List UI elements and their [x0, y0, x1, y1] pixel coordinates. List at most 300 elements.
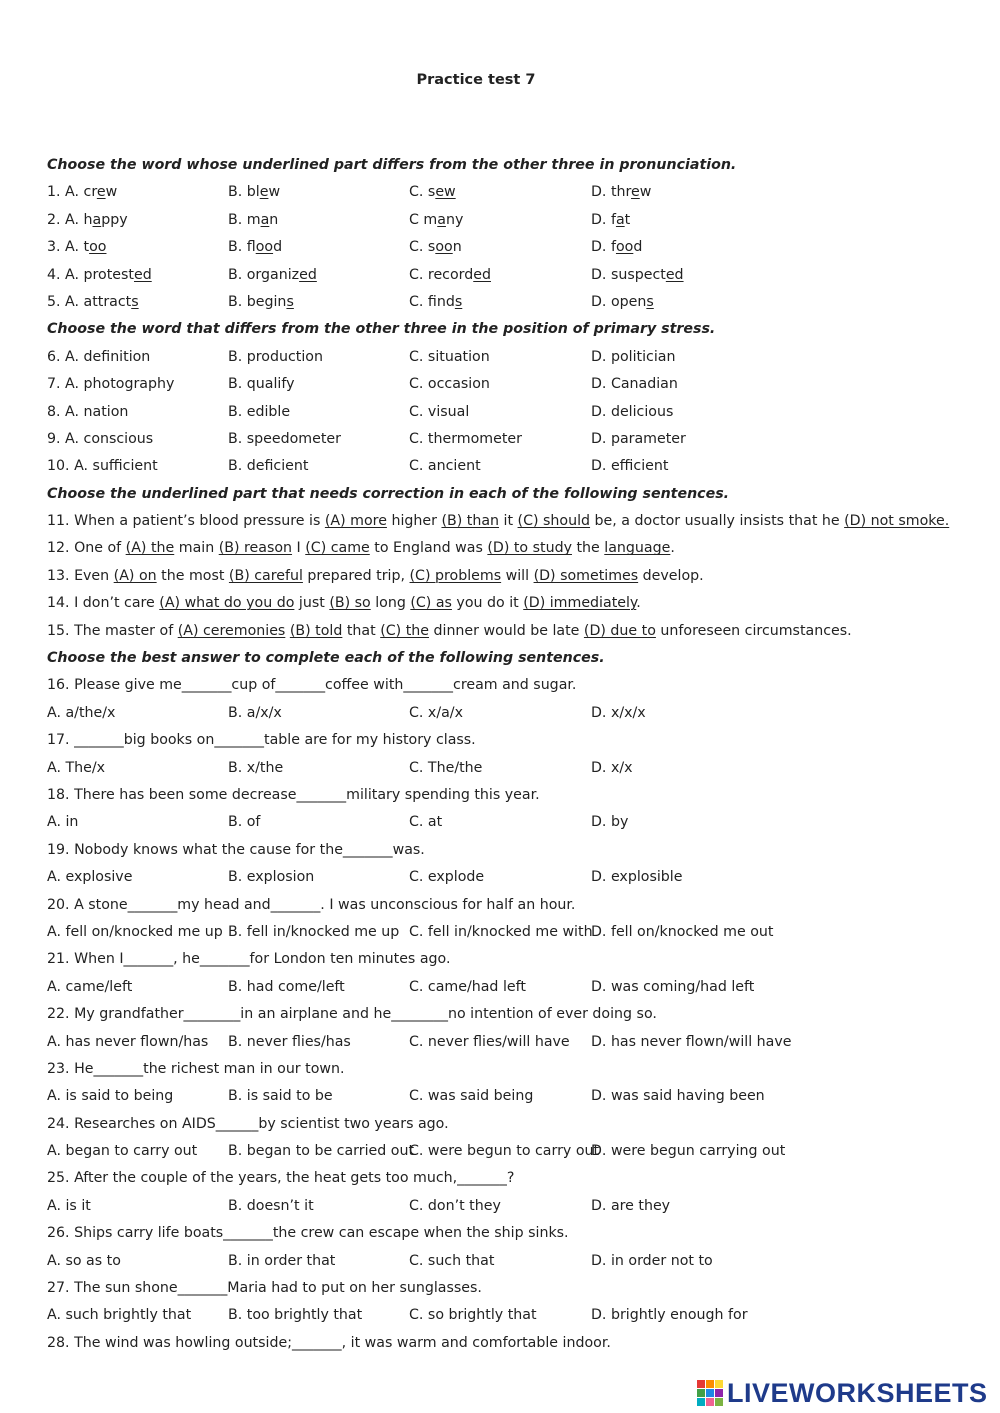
answer-option — [591, 344, 675, 371]
text-segment: 26. Ships carry life boats_______the crew can escape when the ship sinks. — [47, 1225, 569, 1242]
answer-options-row — [47, 289, 947, 316]
text-segment: ny — [445, 211, 464, 228]
text-segment: B. fl — [228, 239, 256, 256]
answer-option — [409, 289, 462, 316]
text-segment: the most — [156, 567, 229, 584]
text-segment: C. fell in/knocked me with — [409, 923, 593, 940]
text-segment: 19. Nobody knows what the cause for the_______was. — [47, 841, 425, 858]
text-segment: 22. My grandfather________in an airplane and he________no intention of ever doing so. — [47, 1006, 657, 1023]
text-segment: 21. When I_______, he_______for London ten minutes ago. — [47, 951, 451, 968]
text-segment: 4. A. protest — [47, 266, 134, 283]
text-segment: B. fell in/knocked me up — [228, 923, 400, 940]
text-segment: A. fell on/knocked me up — [47, 923, 223, 940]
text-segment: D. parameter — [591, 430, 686, 447]
text-segment: C. situation — [409, 348, 490, 365]
answer-option — [591, 864, 682, 891]
underlined-segment: e — [96, 184, 106, 201]
answer-option — [591, 1248, 713, 1275]
text-segment: A. is said to being — [47, 1088, 174, 1105]
question-text — [47, 590, 947, 617]
answer-option — [591, 453, 668, 480]
text-segment: 17. _______big books on_______table are for my history class. — [47, 732, 476, 749]
underlined-segment: (C) problems — [409, 567, 502, 584]
text-segment: A. has never flown/has — [47, 1033, 209, 1050]
answer-option — [47, 234, 106, 261]
logo-text: LIVEWORKSHEETS — [727, 1377, 988, 1408]
text-segment: C. was said being — [409, 1088, 534, 1105]
answer-option — [228, 1029, 351, 1056]
logo-square — [706, 1389, 714, 1397]
text-segment: main — [174, 540, 219, 557]
text-segment: just — [294, 595, 330, 612]
underlined-segment: (A) more — [324, 513, 387, 530]
underlined-segment: a — [92, 211, 102, 228]
answer-options-row — [47, 262, 947, 289]
underlined-segment: (B) careful — [228, 567, 303, 584]
underlined-segment: a — [615, 211, 625, 228]
answer-option — [47, 426, 153, 453]
text-segment: 10. A. sufficient — [47, 458, 158, 475]
answer-option — [409, 426, 522, 453]
answer-option — [47, 864, 132, 891]
answer-option — [228, 453, 308, 480]
underlined-segment: oo — [435, 239, 453, 256]
text-segment: long — [370, 595, 411, 612]
answer-option — [47, 262, 152, 289]
text-segment: 18. There has been some decrease_______military spending this year. — [47, 786, 540, 803]
text-segment: D. politician — [591, 348, 676, 365]
text-segment: B. explosion — [228, 869, 315, 886]
question-text — [47, 1001, 947, 1028]
text-segment: A. came/left — [47, 978, 133, 995]
answer-option — [591, 234, 642, 261]
answer-options-row — [47, 919, 947, 946]
answer-option — [409, 262, 491, 289]
question-text — [47, 727, 947, 754]
text-segment: D. delicious — [591, 403, 674, 420]
answer-options-row — [47, 1248, 947, 1275]
text-segment: 3. A. t — [47, 239, 90, 256]
text-segment: B. edible — [228, 403, 291, 420]
answer-option — [228, 1248, 335, 1275]
underlined-segment: (D) due to — [583, 622, 656, 639]
text-segment: 27. The sun shone_______Maria had to put on her sunglasses. — [47, 1280, 482, 1297]
text-segment: B. doesn’t it — [228, 1197, 314, 1214]
answer-option — [47, 1138, 197, 1165]
answer-option — [409, 864, 484, 891]
answer-option — [47, 809, 78, 836]
answer-option — [228, 1083, 333, 1110]
answer-option — [228, 1302, 362, 1329]
text-segment: 9. A. conscious — [47, 430, 154, 447]
text-segment: w — [105, 184, 118, 201]
text-segment: D. x/x/x — [591, 704, 646, 721]
underlined-segment: (C) the — [380, 622, 429, 639]
underlined-segment: s — [454, 293, 463, 310]
text-segment: A. is it — [47, 1197, 91, 1214]
question-text — [47, 535, 947, 562]
answer-option — [228, 289, 294, 316]
question-text — [47, 672, 947, 699]
answer-option — [591, 1138, 785, 1165]
underlined-segment: (C) should — [517, 513, 591, 530]
section-heading: Choose the best answer to complete each of the following sentences. — [47, 650, 605, 667]
logo-square — [697, 1389, 705, 1397]
answer-options-row — [47, 700, 947, 727]
logo-square — [715, 1398, 723, 1406]
answer-option — [591, 289, 654, 316]
underlined-segment: a — [437, 211, 446, 228]
answer-option — [409, 809, 442, 836]
text-segment: D. fell on/knocked me out — [591, 923, 774, 940]
text-segment: B. in order that — [228, 1252, 336, 1269]
answer-option — [47, 1083, 173, 1110]
text-segment: 24. Researches on AIDS______by scientist two years ago. — [47, 1115, 449, 1132]
answer-option — [409, 344, 490, 371]
text-segment: B. too brightly that — [228, 1307, 363, 1324]
answer-option — [228, 399, 290, 426]
page-title: Practice test 7 — [416, 72, 536, 88]
question-text — [47, 782, 947, 809]
text-segment: D. suspect — [591, 266, 666, 283]
text-segment: C. The/the — [409, 759, 483, 776]
text-segment: 20. A stone_______my head and_______. I was unconscious for half an hour. — [47, 896, 576, 913]
text-segment: A. explosive — [47, 869, 133, 886]
text-segment: C. explode — [409, 869, 485, 886]
underlined-segment: (D) not smoke. — [844, 513, 950, 530]
answer-options-row — [47, 1302, 947, 1329]
underlined-segment: e — [259, 184, 269, 201]
answer-option — [228, 755, 283, 782]
text-segment: D. in order not to — [591, 1252, 713, 1269]
text-segment: t — [624, 211, 631, 228]
text-segment: 25. After the couple of the years, the heat gets too much,_______? — [47, 1170, 515, 1187]
text-segment: . — [670, 540, 675, 557]
text-segment: C m — [409, 211, 438, 228]
answer-option — [591, 919, 773, 946]
text-segment: 11. When a patient’s blood pressure is — [47, 513, 325, 530]
text-segment: 2. A. h — [47, 211, 93, 228]
answer-option — [47, 919, 223, 946]
underlined-segment: (C) came — [305, 540, 370, 557]
text-segment: D. explosible — [591, 869, 683, 886]
underlined-segment: (D) to study — [487, 540, 572, 557]
underlined-segment: (A) on — [113, 567, 157, 584]
text-segment: C. never flies/will have — [409, 1033, 570, 1050]
text-segment: D. was coming/had left — [591, 978, 755, 995]
text-segment: B. is said to be — [228, 1088, 333, 1105]
question-text — [47, 1165, 947, 1192]
question-text — [47, 1330, 947, 1357]
answer-option — [591, 974, 754, 1001]
answer-option — [47, 700, 115, 727]
text-segment: n — [452, 239, 462, 256]
text-segment: n — [269, 211, 279, 228]
logo-square — [697, 1398, 705, 1406]
underlined-segment: s — [131, 293, 139, 310]
text-segment: B. never flies/has — [228, 1033, 351, 1050]
logo-square — [715, 1389, 723, 1397]
text-segment: A. began to carry out — [47, 1143, 198, 1160]
section-heading: Choose the word that differs from the other three in the position of primary stress. — [47, 321, 716, 338]
answer-options-row — [47, 453, 947, 480]
text-segment: to England was — [369, 540, 488, 557]
answer-options-row — [47, 974, 947, 1001]
answer-option — [409, 399, 469, 426]
answer-options-row — [47, 1083, 947, 1110]
text-segment: A. so as to — [47, 1252, 121, 1269]
answer-option — [228, 700, 282, 727]
text-segment: you do it — [451, 595, 524, 612]
text-segment: C. occasion — [409, 376, 490, 393]
text-segment: D. are they — [591, 1197, 671, 1214]
text-segment: C. such that — [409, 1252, 495, 1269]
text-segment: 5. A. attract — [47, 293, 132, 310]
text-segment: ppy — [101, 211, 128, 228]
text-segment: the — [571, 540, 605, 557]
answer-option — [47, 399, 128, 426]
text-segment: C. s — [409, 239, 436, 256]
text-segment: B. m — [228, 211, 261, 228]
logo-square — [715, 1380, 723, 1388]
answer-options-row — [47, 809, 947, 836]
answer-option — [409, 1083, 533, 1110]
underlined-segment: s — [286, 293, 294, 310]
underlined-segment: (B) told — [289, 622, 343, 639]
text-segment: B. qualify — [228, 376, 295, 393]
question-text — [47, 892, 947, 919]
underlined-segment: (D) sometimes — [533, 567, 639, 584]
text-segment: C. were begun to carry out — [409, 1143, 600, 1160]
text-segment: B. begin — [228, 293, 287, 310]
question-text — [47, 563, 947, 590]
text-segment: 16. Please give me_______cup of_______coffee with_______cream and sugar. — [47, 677, 577, 694]
answer-option — [228, 371, 294, 398]
text-segment: 28. The wind was howling outside;_______, it was warm and comfortable indoor. — [47, 1334, 611, 1351]
text-segment: 8. A. nation — [47, 403, 129, 420]
text-segment: A. a/the/x — [47, 704, 116, 721]
text-segment: D. f — [591, 211, 616, 228]
text-segment: 12. One of — [47, 540, 126, 557]
underlined-segment: ew — [435, 184, 456, 201]
answer-option — [47, 344, 150, 371]
text-segment: d — [633, 239, 643, 256]
underlined-segment: e — [631, 184, 640, 201]
text-segment: C. so brightly that — [409, 1307, 537, 1324]
answer-options-row — [47, 1029, 947, 1056]
answer-option — [47, 453, 158, 480]
text-segment: it — [499, 513, 518, 530]
answer-option — [47, 207, 128, 234]
text-segment: C. came/had left — [409, 978, 526, 995]
logo-square — [697, 1380, 705, 1388]
underlined-segment: (A) ceremonies — [177, 622, 286, 639]
answer-option — [47, 1193, 91, 1220]
answer-option — [591, 1029, 791, 1056]
text-segment: 1. A. cr — [47, 184, 97, 201]
text-segment: D. has never flown/will have — [591, 1033, 792, 1050]
answer-option — [591, 399, 673, 426]
section-heading: Choose the word whose underlined part differs from the other three in pronunciation. — [47, 157, 737, 173]
answer-option — [591, 700, 646, 727]
underlined-segment: ed — [473, 266, 491, 283]
answer-option — [228, 974, 345, 1001]
liveworksheets-logo — [697, 1377, 988, 1409]
text-segment: D. was said having been — [591, 1088, 765, 1105]
text-segment: B. x/the — [228, 759, 284, 776]
answer-option — [409, 1029, 570, 1056]
logo-square — [706, 1380, 714, 1388]
text-segment: B. of — [228, 814, 261, 831]
answer-option — [47, 974, 132, 1001]
text-segment: D. thr — [591, 184, 632, 201]
text-segment: higher — [386, 513, 442, 530]
answer-option — [591, 371, 678, 398]
text-segment: 7. A. photography — [47, 376, 175, 393]
text-segment: that — [342, 622, 381, 639]
text-segment: D. brightly enough for — [591, 1307, 748, 1324]
answer-option — [228, 262, 317, 289]
text-segment: w — [639, 184, 652, 201]
underlined-segment: (A) the — [125, 540, 175, 557]
answer-options-row — [47, 755, 947, 782]
answer-option — [228, 426, 341, 453]
text-segment: C. record — [409, 266, 474, 283]
text-segment: dinner would be late — [428, 622, 584, 639]
underlined-segment: ed — [665, 266, 684, 283]
answer-option — [409, 700, 463, 727]
answer-option — [228, 344, 323, 371]
logo-square — [706, 1398, 714, 1406]
worksheet-content — [47, 152, 950, 1357]
answer-option — [228, 1138, 414, 1165]
text-segment: will — [501, 567, 534, 584]
answer-option — [409, 207, 463, 234]
underlined-segment: (B) than — [441, 513, 500, 530]
answer-option — [409, 919, 593, 946]
text-segment: 6. A. definition — [47, 348, 151, 365]
answer-option — [228, 864, 314, 891]
underlined-segment: ed — [133, 266, 152, 283]
text-segment: C. thermometer — [409, 430, 522, 447]
text-segment: A. in — [47, 814, 79, 831]
answer-option — [591, 1083, 765, 1110]
answer-option — [409, 1138, 599, 1165]
answer-option — [47, 1302, 191, 1329]
answer-option — [591, 1193, 670, 1220]
text-segment: B. began to be carried out — [228, 1143, 415, 1160]
answer-option — [409, 453, 481, 480]
answer-option — [228, 809, 260, 836]
answer-option — [228, 234, 282, 261]
answer-option — [409, 1302, 537, 1329]
text-segment: I — [292, 540, 306, 557]
text-segment: C. visual — [409, 403, 470, 420]
text-segment: 13. Even — [47, 567, 114, 584]
answer-option — [591, 426, 686, 453]
text-segment: B. had come/left — [228, 978, 345, 995]
answer-option — [409, 755, 482, 782]
answer-option — [47, 1248, 121, 1275]
answer-options-row — [47, 426, 947, 453]
underlined-segment: (B) so — [329, 595, 371, 612]
text-segment: D. Canadian — [591, 376, 678, 393]
text-segment: w — [268, 184, 281, 201]
answer-option — [228, 919, 399, 946]
answer-options-row — [47, 207, 947, 234]
text-segment: B. bl — [228, 184, 260, 201]
text-segment: D. efficient — [591, 458, 669, 475]
text-segment: B. organiz — [228, 266, 300, 283]
text-segment: C. ancient — [409, 458, 481, 475]
answer-option — [591, 179, 651, 206]
text-segment: . — [636, 595, 641, 612]
answer-option — [228, 1193, 314, 1220]
question-text — [47, 1056, 947, 1083]
answer-option — [47, 1029, 208, 1056]
text-segment: C. don’t they — [409, 1197, 501, 1214]
text-segment: d — [273, 239, 283, 256]
text-segment: unforeseen circumstances. — [655, 622, 852, 639]
text-segment: 14. I don’t care — [47, 595, 160, 612]
text-segment: 23. He_______the richest man in our town. — [47, 1060, 345, 1077]
underlined-segment: (D) immediately — [523, 595, 637, 612]
question-text — [47, 1220, 947, 1247]
answer-option — [591, 262, 684, 289]
answer-options-row — [47, 344, 947, 371]
question-text — [47, 1275, 947, 1302]
answer-option — [409, 1193, 501, 1220]
text-segment: C. x/a/x — [409, 704, 463, 721]
underlined-segment: a — [260, 211, 270, 228]
question-text — [47, 618, 947, 645]
text-segment: 15. The master of — [47, 622, 178, 639]
answer-options-row — [47, 1193, 947, 1220]
answer-option — [47, 289, 139, 316]
answer-option — [409, 371, 490, 398]
answer-option — [591, 1302, 748, 1329]
answer-option — [47, 179, 117, 206]
answer-option — [409, 974, 526, 1001]
underlined-segment: oo — [255, 239, 274, 256]
question-text — [47, 946, 947, 973]
question-text — [47, 837, 947, 864]
text-segment: C. find — [409, 293, 455, 310]
question-text — [47, 508, 950, 535]
answer-option — [591, 207, 630, 234]
answer-options-row — [47, 864, 947, 891]
text-segment: D. x/x — [591, 759, 633, 776]
answer-options-row — [47, 371, 947, 398]
answer-options-row — [47, 234, 947, 261]
answer-option — [591, 809, 628, 836]
text-segment: A. such brightly that — [47, 1307, 192, 1324]
text-segment: prepared trip, — [302, 567, 410, 584]
text-segment: be, a doctor usually insists that he — [590, 513, 845, 530]
underlined-segment: oo — [89, 239, 107, 256]
text-segment: D. by — [591, 814, 629, 831]
answer-option — [409, 1248, 494, 1275]
underlined-segment: (B) reason — [218, 540, 293, 557]
text-segment: A. The/x — [47, 759, 106, 776]
text-segment: B. a/x/x — [228, 704, 282, 721]
answer-option — [409, 179, 456, 206]
underlined-segment: (A) what do you do — [159, 595, 295, 612]
answer-option — [591, 755, 633, 782]
text-segment: D. were begun carrying out — [591, 1143, 786, 1160]
answer-options-row — [47, 179, 947, 206]
text-segment: develop. — [638, 567, 704, 584]
